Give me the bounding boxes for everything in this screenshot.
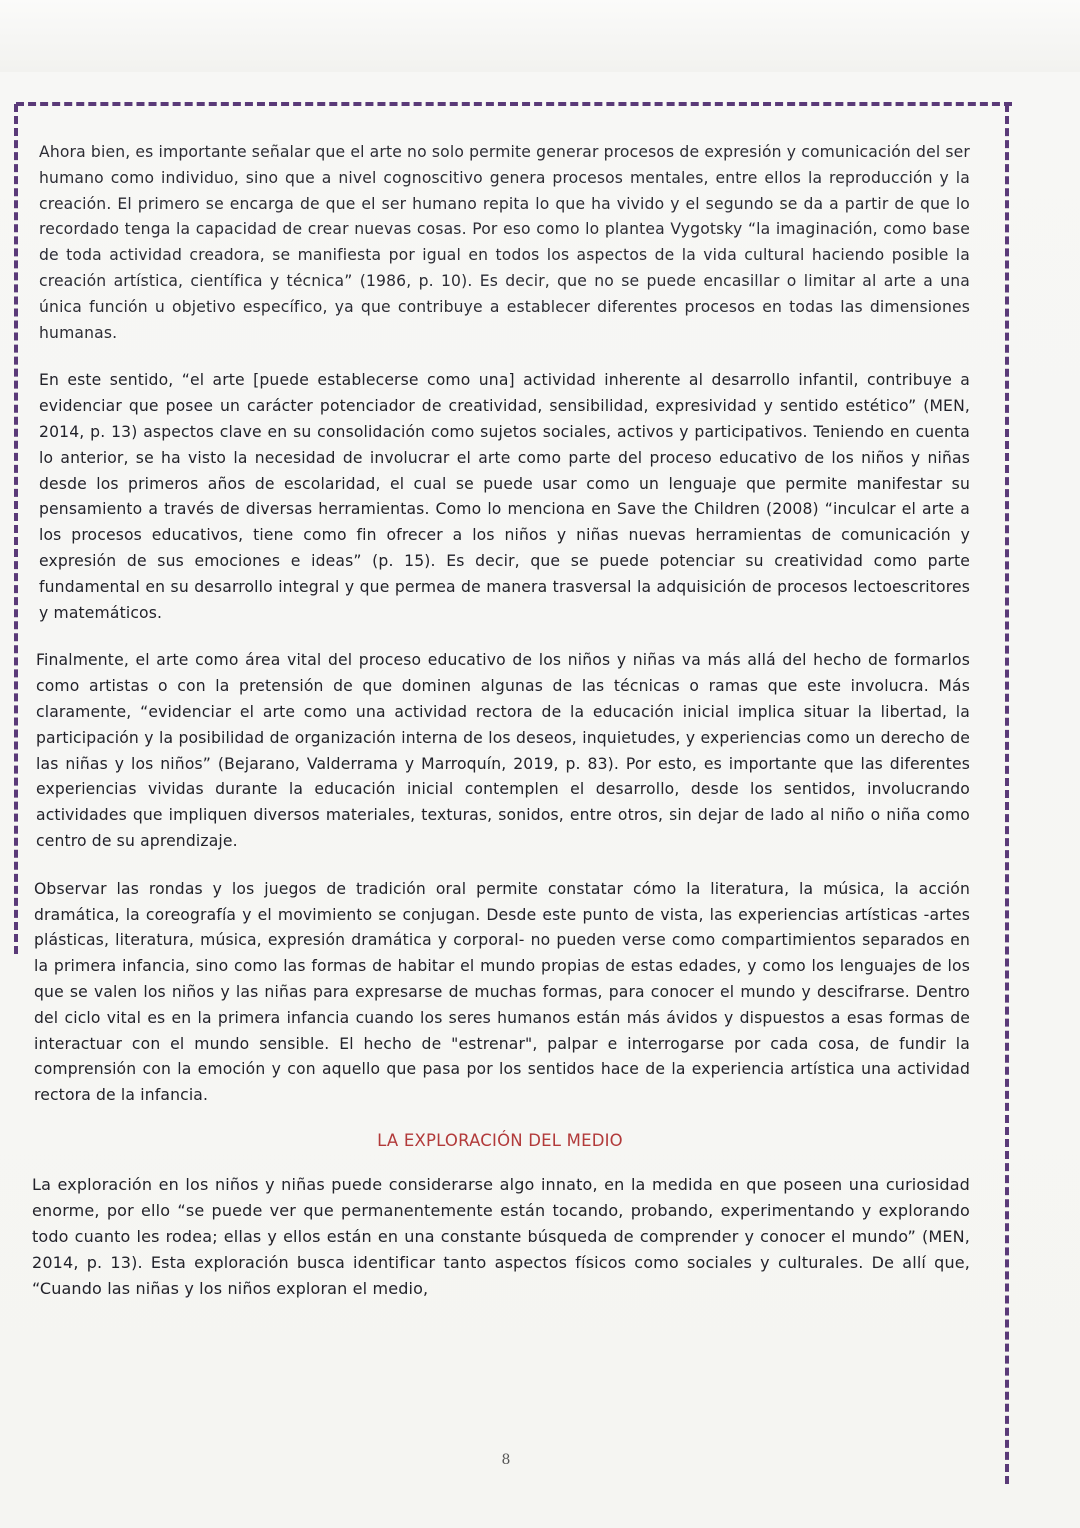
paragraph-art-inherent-activity: En este sentido, “el arte [puede establecerse como una] actividad inherente al desarrollo infantil, contribuye a evidenciar que posee un carácter potenciador de creatividad, sensibilidad, expresividad y sentido estético” (MEN, 2014, p. 13) aspectos clave en su consolidación como sujetos sociales, activos y participativos. Teniendo en cuenta lo anterior, se ha visto la necesidad de involucrar el arte como parte del proceso educativo de los niños y niñas desde los primeros años de escolaridad, el cual se puede usar como un lenguaje que permite manifestar su pensamiento a través de diversas herramientas. Como lo menciona en Save the Children (2008) “inculcar el arte a los procesos educativos, tiene como fin ofrecer a los niños y niñas nuevas herramientas de comunicación y expresión de sus emociones e ideas” (p. 15). Es decir, que se puede potenciar su creatividad como parte fundamental en su desarrollo integral y que permea de manera trasversal la adquisición de procesos lectoescritores y matemáticos. bbox=[39, 371, 970, 622]
dashed-frame-right bbox=[1005, 104, 1009, 1484]
page-number: 8 bbox=[501, 1452, 511, 1468]
scan-top-margin bbox=[0, 0, 1080, 72]
document-body bbox=[30, 140, 970, 1324]
paragraph-oral-tradition: Observar las rondas y los juegos de tradición oral permite constatar cómo la literatura, la música, la acción dramática, la coreografía y el movimiento se conjugan. Desde este punto de vista, las experiencias artísticas -artes plásticas, literatura, música, expresión dramática y corporal- no pueden verse como compartimientos separados en la primera infancia, sino como las formas de habitar el mundo propias de estas edades, y como los lenguajes de los que se valen los niños y las niñas para expresarse de muchas formas, para conocer el mundo y descifrarse. Dentro del ciclo vital es en la primera infancia cuando los seres humanos están más ávidos y dispuestos a esas formas de interactuar con el mundo sensible. El hecho de "estrenar", palpar e interrogarse por cada cosa, de fundir la comprensión con la emoción y con aquello que pasa por los sentidos hace de la experiencia artística una actividad rectora de la infancia. bbox=[34, 879, 970, 1105]
dashed-frame-left bbox=[14, 104, 18, 954]
paragraph-exploration: La exploración en los niños y niñas puede considerarse algo innato, en la medida en que poseen una curiosidad enorme, por ello “se puede ver que permanentemente están tocando, probando, experimentando y explorando todo cuanto les rodea; ellas y ellos están en una constante búsqueda de comprender y conocer el mundo” (MEN, 2014, p. 13). Esta exploración busca identificar tanto aspectos físicos como sociales y culturales. De allí que, “Cuando las niñas y los niños exploran el medio, bbox=[32, 1174, 970, 1298]
paragraph-art-cognitive-processes: Ahora bien, es importante señalar que el arte no solo permite generar procesos de expresión y comunicación del ser humano como individuo, sino que a nivel cognoscitivo genera procesos mentales, entre ellos la reproducción y la creación. El primero se encarga de que el ser humano repita lo que ha vivido y el segundo se da a partir de que lo recordado tenga la capacidad de crear nuevas cosas. Por eso como lo plantea Vygotsky “la imaginación, como base de toda actividad creadora, se manifiesta por igual en todos los aspectos de la vida cultural haciendo posible la creación artística, científica y técnica” (1986, p. 10). Es decir, que no se puede encasillar o limitar al arte a una única función u objetivo específico, ya que contribuye a establecer diferentes procesos en todas las dimensiones humanas. bbox=[39, 143, 970, 342]
paragraph-art-vital-area: Finalmente, el arte como área vital del proceso educativo de los niños y niñas va más allá del hecho de formarlos como artistas o con la pretensión de que dominen algunas de las técnicas o ramas que este involucra. Más claramente, “evidenciar el arte como una actividad rectora de la educación inicial implica situar la libertad, la participación y la posibilidad de organización interna de los deseos, inquietudes, y experiencias como un derecho de las niñas y los niños” (Bejarano, Valderrama y Marroquín, 2019, p. 83). Por esto, es importante que las diferentes experiencias vividas durante la educación inicial contemplen el desarrollo, desde los sentidos, involucrando actividades que impliquen diversos materiales, texturas, sonidos, entre otros, sin dejar de lado al niño o niña como centro de su aprendizaje. bbox=[36, 651, 970, 850]
dashed-frame-top bbox=[16, 102, 1012, 106]
section-title: LA EXPLORACIÓN DEL MEDIO bbox=[377, 1130, 623, 1150]
